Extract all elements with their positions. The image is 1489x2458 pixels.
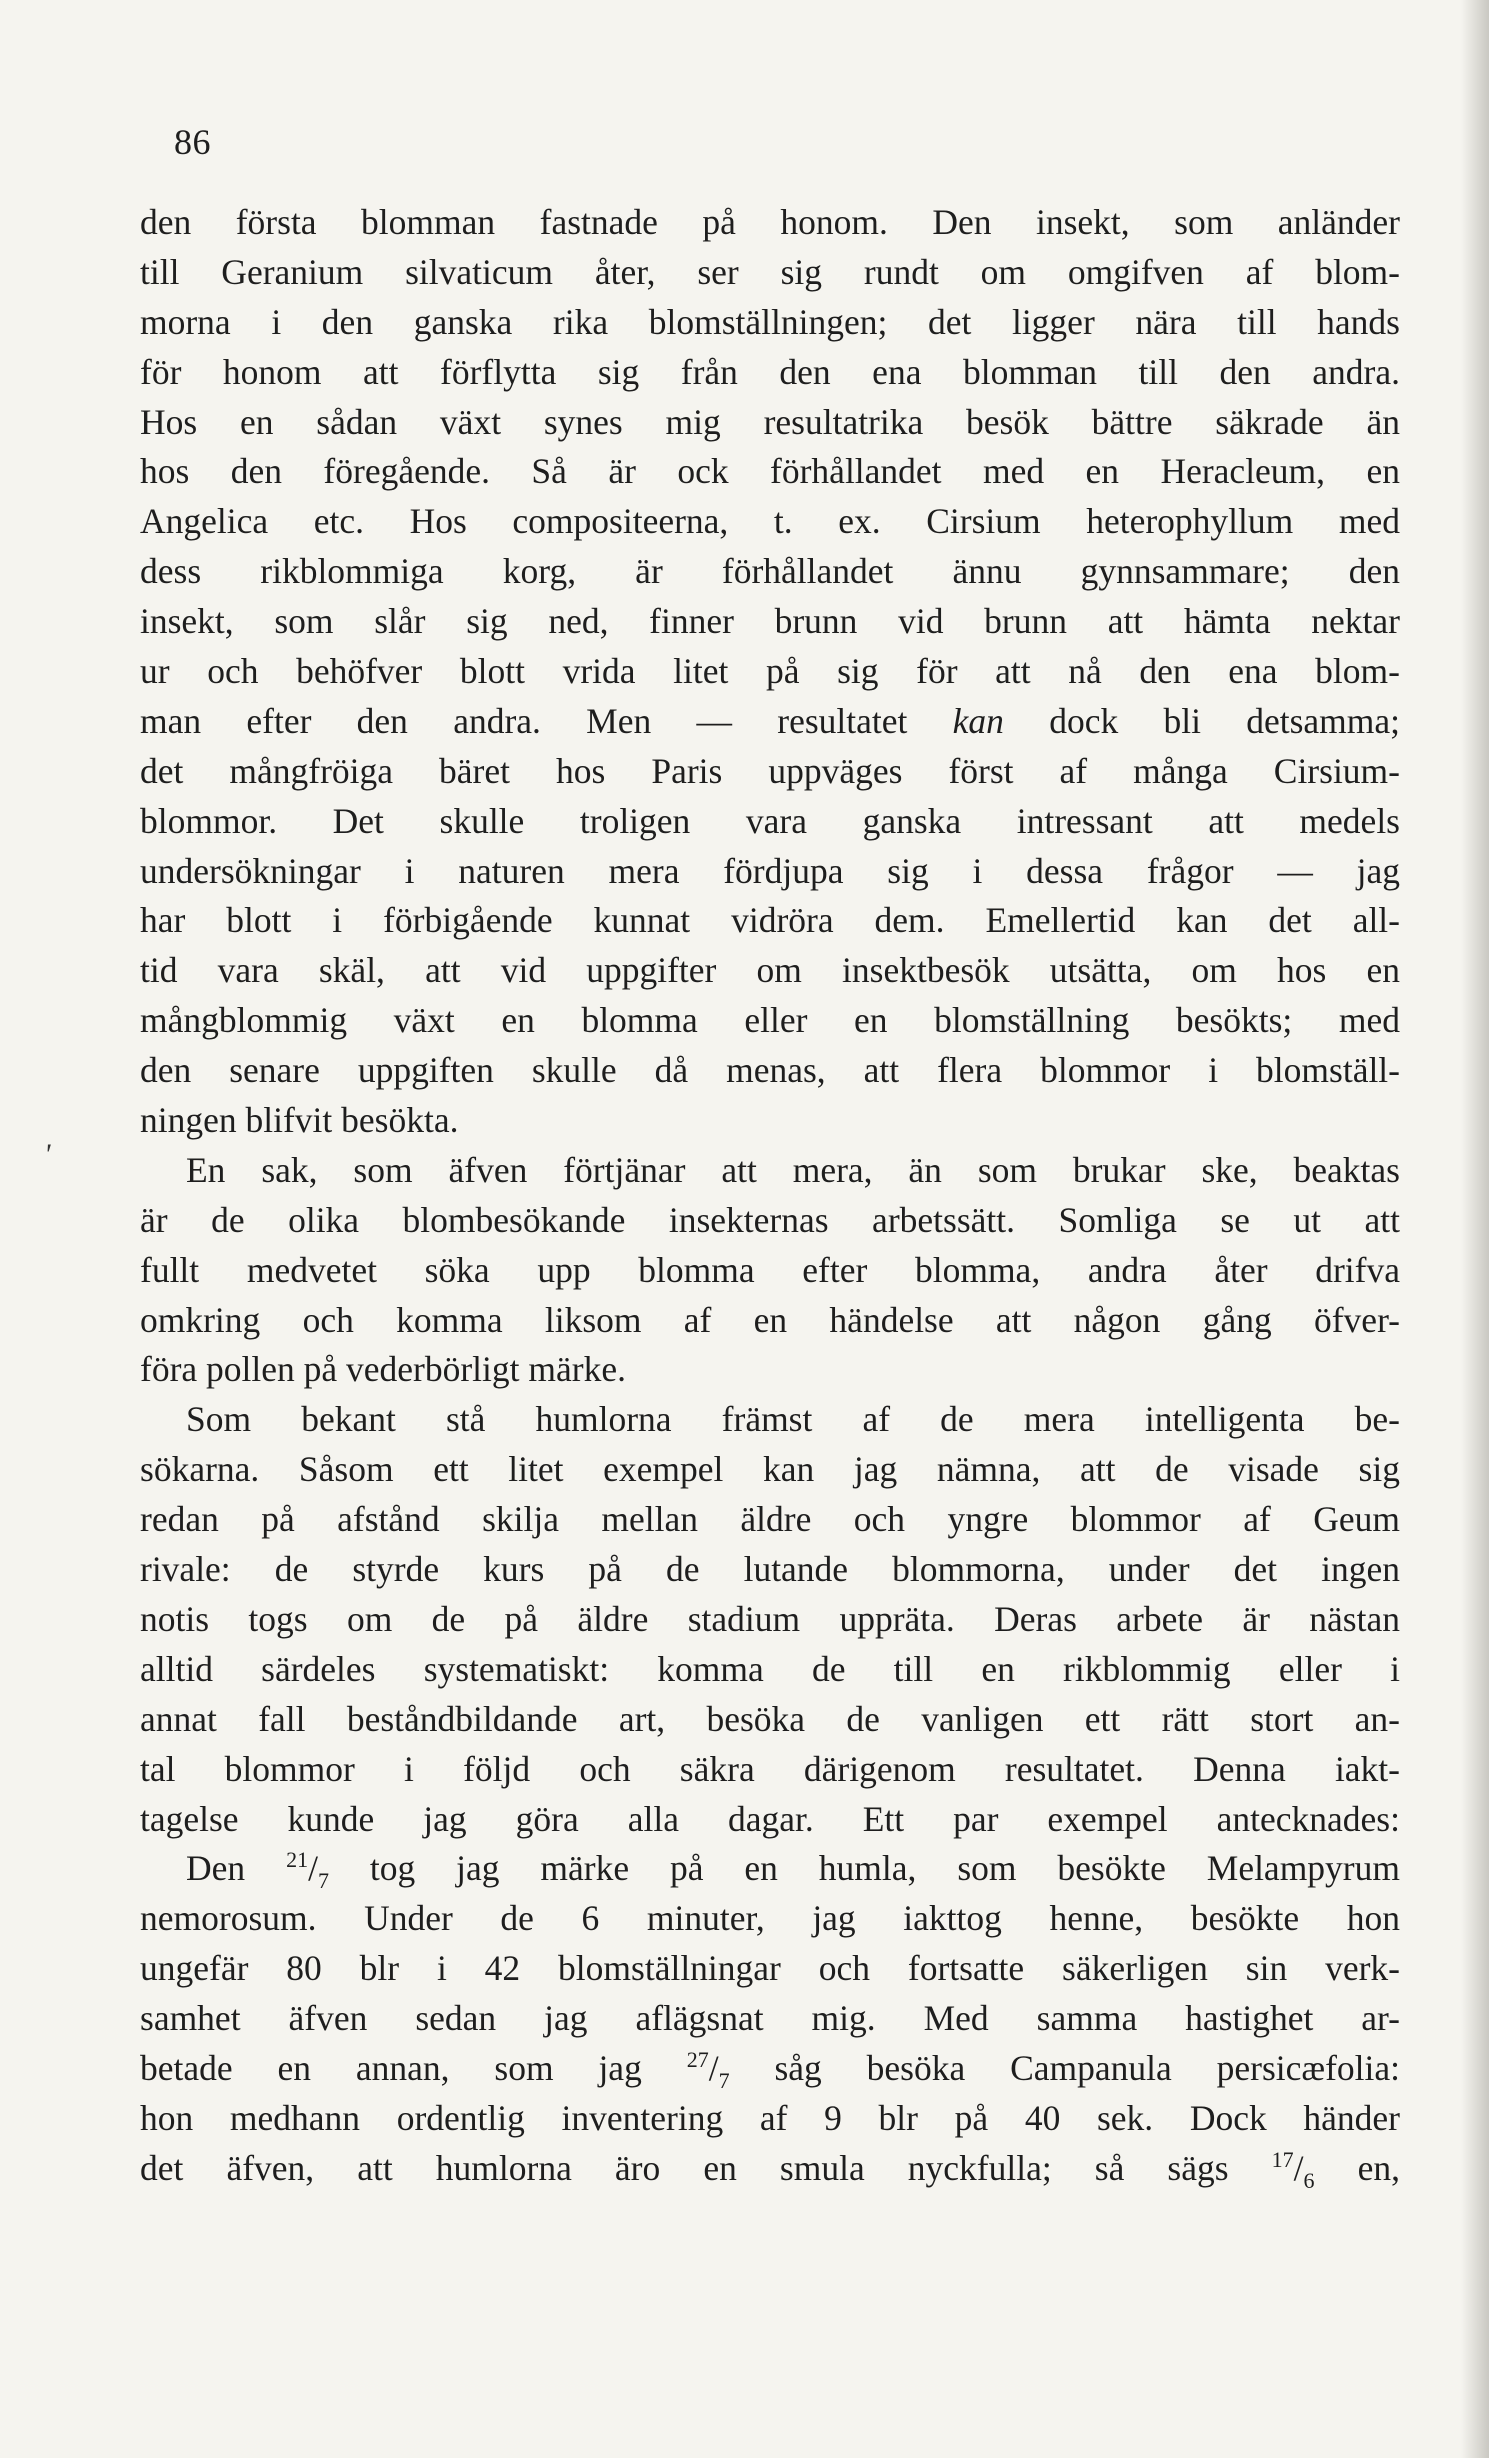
text-line: tal blommor i följd och säkra därigenom resultatet. Denna iakt- bbox=[140, 1748, 1400, 1789]
text-line: den första blomman fastnade på honom. Den insekt, som anländer bbox=[140, 202, 1400, 242]
text-line bbox=[140, 697, 1400, 747]
text-line: alltid särdeles systematiskt: komma de till en rikblommig eller i bbox=[140, 1648, 1400, 1689]
text-line: undersökningar i naturen mera fördjupa sig i dessa frågor — jag bbox=[140, 850, 1400, 891]
text-line: blommor. Det skulle troligen vara ganska intressant att medels bbox=[140, 800, 1400, 841]
text-line: Den $^{21}/_7$ tog jag märke på en humla, som besökte Melampyrum bbox=[186, 1847, 1400, 1894]
text-line: rivale: de styrde kurs på de lutande blommorna, under det ingen bbox=[140, 1549, 1400, 1590]
text-segment: man efter den andra. Men — resultatet bbox=[140, 700, 908, 741]
text-line: morna i den ganska rika blomställningen; det ligger nära till hands bbox=[140, 301, 1400, 342]
text-line: för honom att förflytta sig från den ena blomman till den andra. bbox=[140, 351, 1400, 392]
date-month: 7 bbox=[718, 2068, 730, 2094]
text-segment: dock bli detsamma; bbox=[1049, 700, 1400, 741]
text-line: notis togs om de på äldre stadium uppräta. Deras arbete är nästan bbox=[140, 1598, 1400, 1639]
text-line: annat fall beståndbildande art, besöka de vanligen ett rätt stort an- bbox=[140, 1698, 1400, 1739]
text-segment: en, bbox=[1357, 2147, 1400, 2188]
text-line: till Geranium silvaticum åter, ser sig rundt om omgifven af blom- bbox=[140, 251, 1400, 292]
text-line: hon medhann ordentlig inventering af 9 blr på 40 sek. Dock händer bbox=[140, 2097, 1400, 2138]
text-line: nemorosum. Under de 6 minuter, jag iakttog henne, besökte hon bbox=[140, 1898, 1400, 1939]
text-line: fullt medvetet söka upp blomma efter blomma, andra åter drifva bbox=[140, 1249, 1400, 1290]
text-line: ningen blifvit besökta. bbox=[140, 1100, 459, 1141]
page-number: 86 bbox=[174, 122, 211, 162]
text-line: tagelse kunde jag göra alla dagar. Ett par exempel antecknades: bbox=[140, 1798, 1400, 1839]
text-line: det äfven, att humlorna äro en smula nyckfulla; så sägs $^{17}/_6$ en, bbox=[140, 2146, 1400, 2193]
italic-word: kan bbox=[952, 700, 1004, 741]
text-line: tid vara skäl, att vid uppgifter om insektbesök utsätta, om hos en bbox=[140, 950, 1400, 991]
text-line: dess rikblommiga korg, är förhållandet ännu gynnsammare; den bbox=[140, 551, 1400, 592]
text-line: Angelica etc. Hos compositeerna, t. ex. Cirsium heterophyllum med bbox=[140, 501, 1400, 542]
text-segment: det äfven, att humlorna äro en smula nyckfulla; så sägs bbox=[140, 2147, 1229, 2188]
text-line: insekt, som slår sig ned, finner brunn vid brunn att hämta nektar bbox=[140, 601, 1400, 642]
text-line: Som bekant stå humlorna främst af de mera intelligenta be- bbox=[186, 1399, 1400, 1440]
text-line: sökarna. Såsom ett litet exempel kan jag nämna, att de visade sig bbox=[140, 1449, 1400, 1490]
text-line: betade en annan, som jag $^{27}/_7$ såg besöka Campanula persicæfolia: bbox=[140, 2047, 1401, 2094]
text-line: redan på afstånd skilja mellan äldre och yngre blommor af Geum bbox=[140, 1499, 1400, 1540]
text-line: det mångfröiga bäret hos Paris uppväges först af många Cirsium- bbox=[140, 750, 1400, 791]
body-text bbox=[140, 198, 1400, 2194]
text-segment: Den bbox=[186, 1848, 246, 1889]
text-line: ungefär 80 blr i 42 blomställningar och fortsatte säkerligen sin verk- bbox=[140, 1948, 1400, 1989]
text-line: har blott i förbigående kunnat vidröra dem. Emellertid kan det all- bbox=[140, 900, 1400, 941]
text-line: är de olika blombesökande insekternas arbetssätt. Somliga se ut att bbox=[140, 1199, 1400, 1240]
text-line: den senare uppgiften skulle då menas, att flera blommor i blomställ- bbox=[140, 1050, 1400, 1091]
date-month: 7 bbox=[317, 1868, 329, 1894]
text-segment: betade en annan, som jag bbox=[140, 2047, 642, 2088]
margin-mark: ' bbox=[44, 1138, 51, 1171]
text-line: hos den föregående. Så är ock förhållandet med en Heracleum, en bbox=[140, 451, 1400, 492]
text-segment: tog jag märke på en humla, som besökte Melampyrum bbox=[369, 1848, 1400, 1889]
text-line: ur och behöfver blott vrida litet på sig för att nå den ena blom- bbox=[140, 651, 1400, 692]
text-line: Hos en sådan växt synes mig resultatrika besök bättre säkrade än bbox=[140, 401, 1400, 442]
date-day: 21 bbox=[286, 1847, 309, 1873]
text-line: mångblommig växt en blomma eller en blomställning besökts; med bbox=[140, 1000, 1400, 1041]
text-line: omkring och komma liksom af en händelse att någon gång öfver- bbox=[140, 1299, 1400, 1340]
text-segment: såg besöka Campanula persicæfolia: bbox=[774, 2047, 1401, 2088]
text-line: föra pollen på vederbörligt märke. bbox=[140, 1349, 626, 1390]
date-month: 6 bbox=[1303, 2167, 1315, 2193]
date-day: 27 bbox=[686, 2047, 709, 2073]
text-line: samhet äfven sedan jag aflägsnat mig. Med samma hastighet ar- bbox=[140, 1998, 1400, 2039]
text-line: En sak, som äfven förtjänar att mera, än som brukar ske, beaktas bbox=[186, 1149, 1400, 1190]
date-day: 17 bbox=[1271, 2146, 1294, 2172]
page-edge-shadow bbox=[1461, 0, 1489, 2458]
